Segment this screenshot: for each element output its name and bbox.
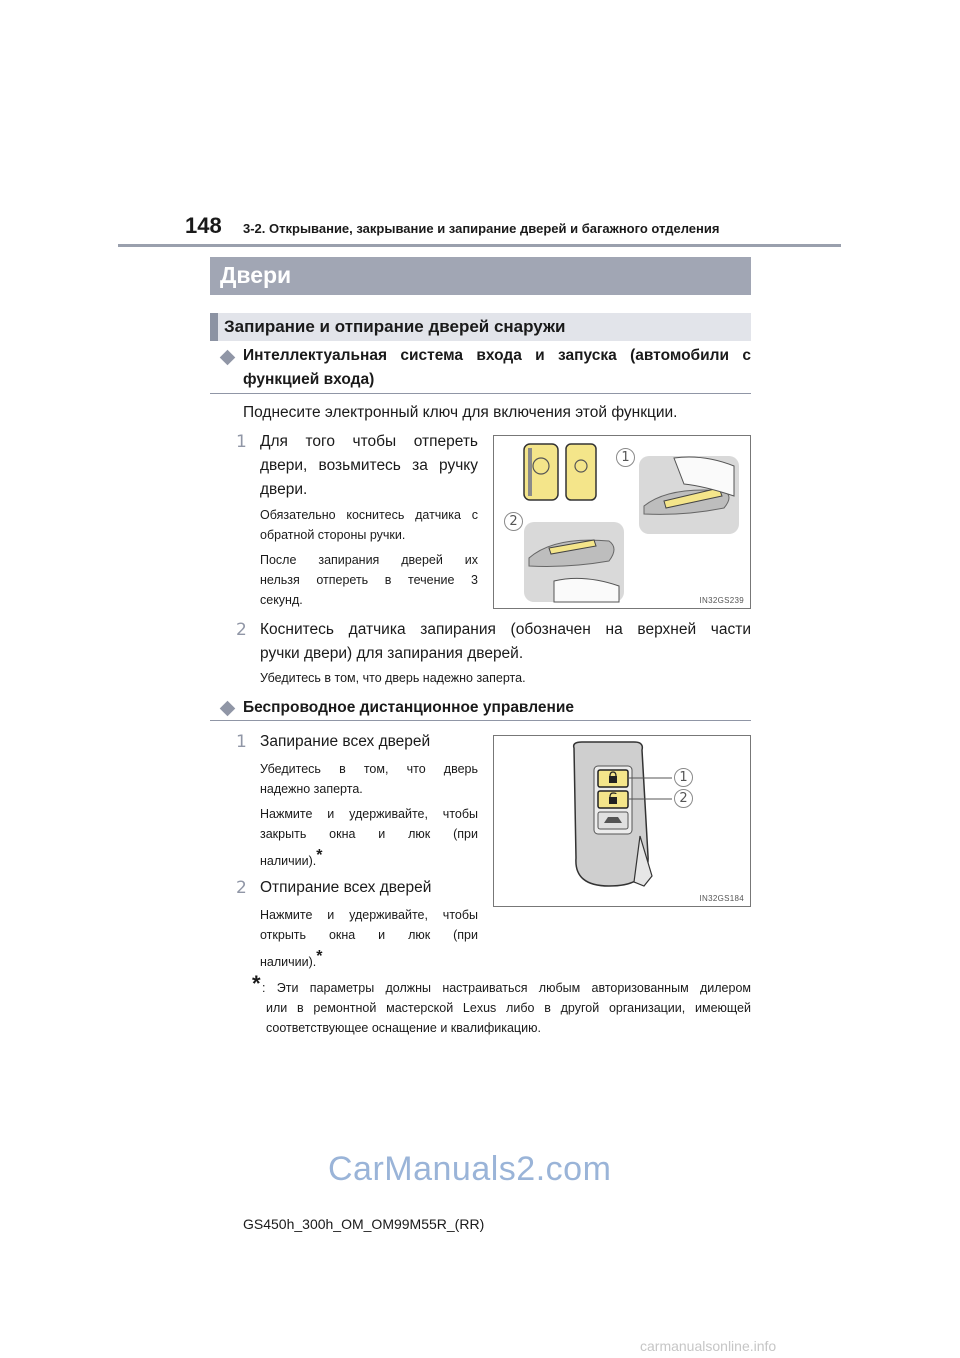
item-number-2: 2 <box>236 878 247 898</box>
footnote-line3: соответствующее оснащение и квалификацию. <box>266 1021 541 1035</box>
trunk-button <box>598 812 628 829</box>
step1-note2-line3: секунд. <box>260 593 303 607</box>
door-handle-panel-1 <box>639 456 739 534</box>
wireless-heading: Беспроводное дистанционное управление <box>243 699 575 716</box>
smart-entry-intro: Поднесите электронный ключ для включения этой функции. <box>243 404 678 421</box>
callout-2: 2 <box>674 789 693 808</box>
watermark: CarManuals2.com <box>328 1150 612 1188</box>
item1-note2-line1: Нажмите и удерживайте, чтобы <box>260 807 478 821</box>
step1-text-line3: двери. <box>260 481 308 498</box>
footnote-line1: : Эти параметры должны настраиваться любым авторизованным дилером <box>262 981 751 995</box>
footer-model: GS450h_300h_OM_OM99M55R_(RR) <box>243 1216 485 1232</box>
heading-underline <box>210 720 751 721</box>
item1-note2-line3-text: наличии). <box>260 854 317 869</box>
door-handle-panel-2 <box>524 522 624 602</box>
subsection-title: Запирание и отпирание дверей снаружи <box>224 317 566 336</box>
step-number-2: 2 <box>236 620 247 640</box>
smart-entry-heading-line2: функцией входа) <box>243 371 375 388</box>
callout-1: 1 <box>616 448 635 467</box>
section-title: Двери <box>220 262 292 288</box>
smart-entry-heading-line1: Интеллектуальная система входа и запуска (автомобили с <box>243 347 751 364</box>
step2-note: Убедитесь в том, что дверь надежно заперта. <box>260 671 526 685</box>
step1-text-line1: Для того чтобы отпереть <box>260 433 478 450</box>
asterisk-marker: * <box>316 847 323 864</box>
page-number: 148 <box>185 213 222 238</box>
step1-note1-line1: Обязательно коснитесь датчика с <box>260 508 478 522</box>
watermark-bottom: carmanualsonline.info <box>640 1338 777 1354</box>
key-fob-illustration <box>494 736 751 907</box>
step-number-1: 1 <box>236 432 247 452</box>
callout-1: 1 <box>674 768 693 787</box>
item1-note1-line2: надежно заперта. <box>260 782 363 796</box>
item2-note-line3 <box>260 947 322 972</box>
unlock-button <box>598 791 628 808</box>
item2-title: Отпирание всех дверей <box>260 879 432 896</box>
heading-underline <box>210 393 751 394</box>
step1-note1-line2: обратной стороны ручки. <box>260 528 406 542</box>
item-number-1: 1 <box>236 732 247 752</box>
key-fob-front <box>524 444 558 500</box>
step1-text-line2: двери, возьмитесь за ручку <box>260 457 478 474</box>
header-divider <box>118 244 841 247</box>
asterisk-marker: * <box>316 948 323 965</box>
diamond-bullet-icon <box>220 701 236 717</box>
door-handle-figure <box>493 435 751 609</box>
footnote-marker: * <box>252 971 261 996</box>
chapter-title: 3-2. Открывание, закрывание и запирание дверей и багажного отделения <box>243 221 720 236</box>
step1-note2-line1: После запирания дверей их <box>260 553 478 567</box>
lock-button <box>598 770 628 787</box>
step2-text-line2: ручки двери) для запирания дверей. <box>260 645 524 662</box>
item1-title: Запирание всех дверей <box>260 733 431 750</box>
callout-2: 2 <box>504 512 523 531</box>
step1-note2-line2: нельзя отпереть в течение 3 <box>260 573 478 587</box>
key-fob-figure <box>493 735 751 907</box>
figure-code: IN32GS184 <box>699 894 744 903</box>
item2-note-line2: открыть окна и люк (при <box>260 928 478 942</box>
item2-note-line3-text: наличии). <box>260 955 317 970</box>
item1-note2-line2: закрыть окна и люк (при <box>260 827 478 841</box>
key-fob-back <box>566 444 596 500</box>
diamond-bullet-icon <box>220 350 236 366</box>
figure-code: IN32GS239 <box>699 596 744 605</box>
item1-note1-line1: Убедитесь в том, что дверь <box>260 762 478 776</box>
item2-note-line1: Нажмите и удерживайте, чтобы <box>260 908 478 922</box>
footnote-line2: или в ремонтной мастерской Lexus либо в другой организации, имеющей <box>266 1001 751 1015</box>
step2-text-line1: Коснитесь датчика запирания (обозначен на верхней части <box>260 621 751 638</box>
item1-note2-line3 <box>260 846 322 871</box>
